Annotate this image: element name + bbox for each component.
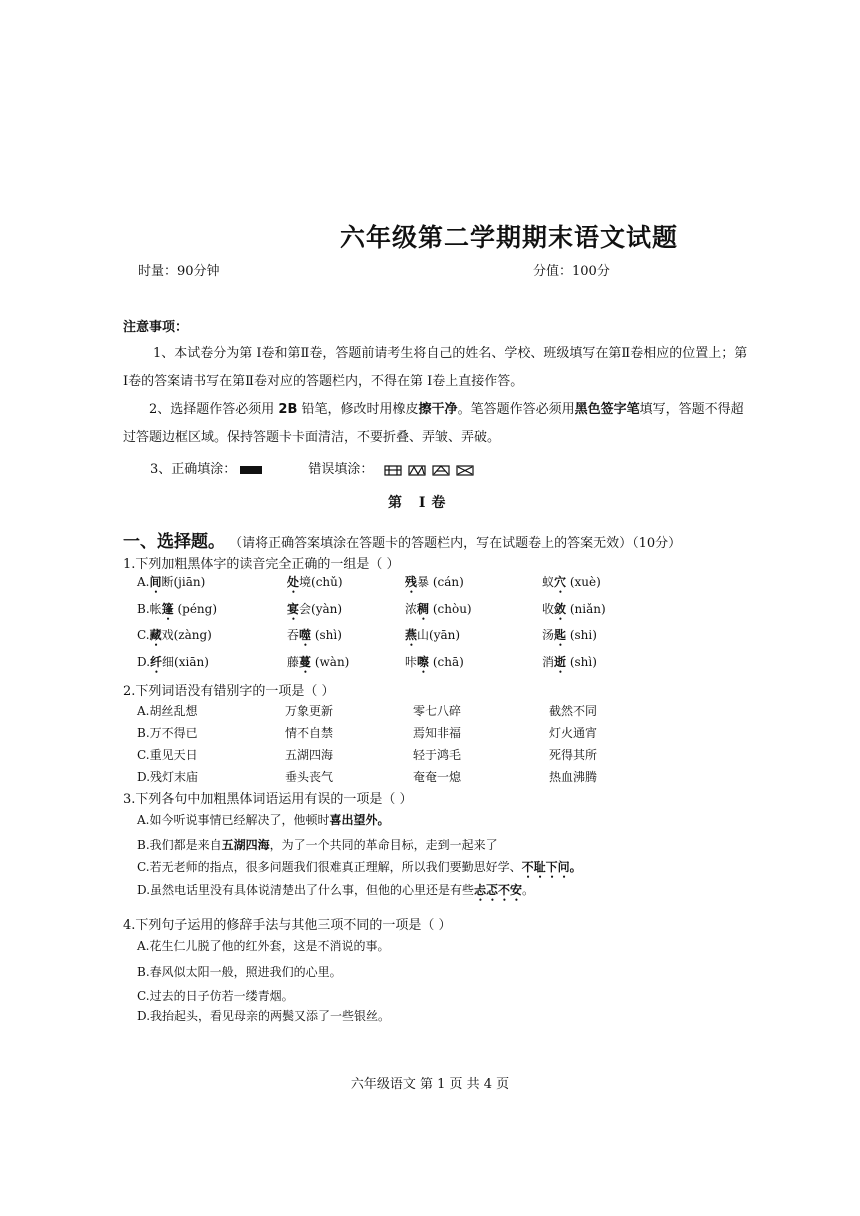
question-4-option-d: D.我抬起头，看见母亲的两鬓又添了一些银丝。 (137, 1009, 391, 1023)
q1-option-cell: A.间断(jiān) (137, 575, 206, 589)
q2-option-cell: 奄奄一熄 (413, 770, 462, 784)
notice-item-2: 2、选择题作答必须用 2B 铅笔，修改时用橡皮擦干净。笔答题作答必须用黑色签字笔填写，答题不得超过答题边框区域。保持答题卡卡面清洁，不要折叠、弄皱、弄破。 (123, 402, 744, 445)
q1-option-cell: 蚁穴 (xuè) (542, 575, 601, 589)
q2-option-cell: B.万不得已 (137, 726, 198, 740)
q2-option-cell: 轻于鸿毛 (413, 748, 462, 762)
q2-option-cell: 万象更新 (285, 704, 334, 718)
q2-option-cell: 情不自禁 (285, 726, 334, 740)
q1-option-cell: 处境(chǔ) (287, 575, 343, 589)
q1-option-cell: B.帐篷 (péng) (137, 602, 218, 616)
notice-heading: 注意事项： (123, 320, 189, 335)
question-4-stem: 4.下列句子运用的修辞手法与其他三项不同的一项是（ ） (123, 918, 452, 933)
q1-option-cell: 残暴 (cán) (405, 575, 464, 589)
q2-option-cell: 截然不同 (549, 704, 598, 718)
q2-option-cell: 死得其所 (549, 748, 598, 762)
q2-option-cell: 焉知非福 (413, 726, 462, 740)
q2-option-cell: 热血沸腾 (549, 770, 598, 784)
q1-option-cell: 藤蔓 (wàn) (287, 655, 350, 669)
question-3-stem: 3.下列各句中加粗黑体词语运用有误的一项是（ ） (123, 792, 413, 807)
question-1-stem: 1.下列加粗黑体字的读音完全正确的一组是（ ） (123, 557, 400, 572)
correct-fill-mark-icon (240, 466, 262, 474)
q1-option-cell: 汤匙 (shi) (542, 628, 597, 642)
q1-option-cell: 咔嚓 (chā) (405, 655, 464, 669)
q2-option-cell: 灯火通宵 (549, 726, 598, 740)
q1-option-cell: 收敛 (niǎn) (542, 602, 606, 616)
q1-option-cell: 消逝 (shì) (542, 655, 597, 669)
question-4-option-c: C.过去的日子仿若一缕青烟。 (137, 989, 294, 1003)
section-heading: 一、选择题。 （请将正确答案填涂在答题卡的答题栏内，写在试题卷上的答案无效）（10分） (123, 532, 682, 552)
page-footer: 六年级语文 第 1 页 共 4 页 (350, 1077, 510, 1092)
question-3-option-b: B.我们都是来自五湖四海，为了一个共同的革命目标，走到一起来了 (137, 838, 498, 852)
question-3-option-c: C.若无老师的指点，很多问题我们很难真正理解，所以我们要勤思好学、不耻下问。 (137, 860, 582, 874)
time-limit: 时量：90分钟 (138, 264, 220, 279)
q1-option-cell: C.藏戏(zàng) (137, 628, 212, 642)
q1-option-cell: 宴会(yàn) (287, 602, 343, 616)
q2-option-cell: C.重见天日 (137, 748, 198, 762)
q1-option-cell: 浓稠 (chòu) (405, 602, 472, 616)
question-3-option-d: D.虽然电话里没有具体说清楚出了什么事，但他的心里还是有些忐忑不安。 (137, 883, 535, 897)
question-2-stem: 2.下列词语没有错别字的一项是（ ） (123, 684, 335, 699)
q1-option-cell: D.纤细(xiān) (137, 655, 209, 669)
q2-option-cell: 五湖四海 (285, 748, 334, 762)
question-4-option-b: B.春风似太阳一般，照进我们的心里。 (137, 965, 342, 979)
notice-item-1: 1、本试卷分为第 Ⅰ卷和第Ⅱ卷，答题前请考生将自己的姓名、学校、班级填写在第Ⅱ卷相应的位置上；第 Ⅰ卷的答案请书写在第Ⅱ卷对应的答题栏内，不得在第 Ⅰ卷上直接作答。 (123, 346, 748, 389)
question-3-option-a: A.如今听说事情已经解决了，他顿时喜出望外。 (137, 813, 390, 827)
full-score: 分值：100分 (533, 264, 610, 279)
wrong-fill-marks-icon (384, 463, 480, 477)
q2-option-cell: A.胡丝乱想 (137, 704, 198, 718)
question-4-option-a: A.花生仁儿脱了他的红外套，这是不消说的事。 (137, 939, 390, 953)
exam-title: 六年级第二学期期末语文试题 (340, 223, 679, 252)
q1-option-cell: 吞噬 (shì) (287, 628, 342, 642)
q2-option-cell: D.残灯末庙 (137, 770, 199, 784)
volume-heading: 第 Ⅰ卷 (388, 495, 452, 511)
q2-option-cell: 垂头丧气 (285, 770, 334, 784)
notice-item-3: 3、正确填涂： 错误填涂： (150, 458, 480, 477)
q2-option-cell: 零七八碎 (413, 704, 462, 718)
q1-option-cell: 燕山(yān) (405, 628, 461, 642)
